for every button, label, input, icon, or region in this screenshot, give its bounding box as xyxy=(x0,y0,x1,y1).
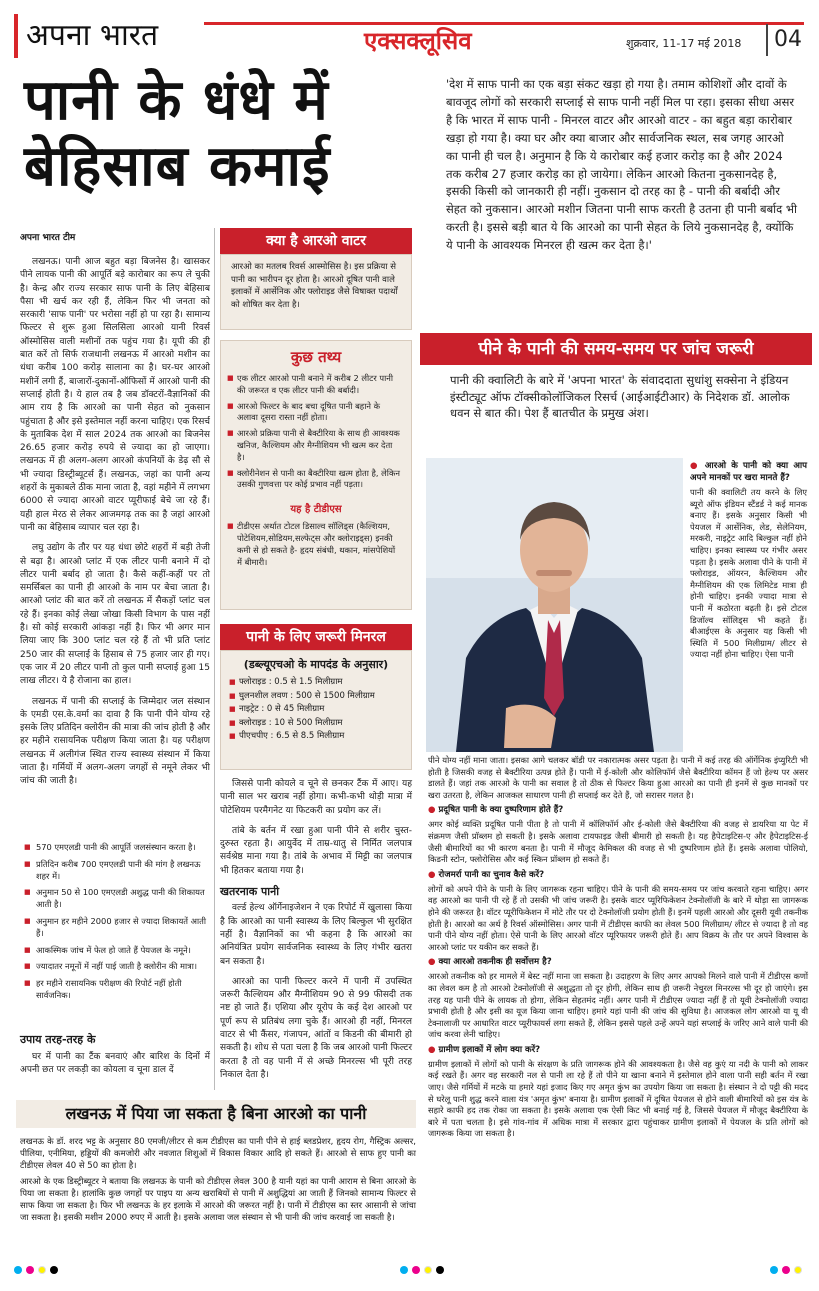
mineral-item: ■ फ्लोराइड : 0.5 से 1.5 मिलीग्राम xyxy=(239,676,401,690)
registration-dot xyxy=(50,1266,58,1274)
interview-question-3 xyxy=(428,869,808,881)
stat-item: ■ आकस्मिक जांच में फेल हो जाते हैं पेयजल के नमूने। xyxy=(36,945,208,957)
remedy-section xyxy=(20,1028,210,1085)
pull-quote: 'देश में साफ पानी का एक बड़ा संकट खड़ा हो गया है। तमाम कोशिशों और दावों के बावजूद लोगों को सरकारी सप्लाई से साफ पानी नहीं मिल पा रहा। इसका सीधा असर है कि भारत में साफ पानी - मिनरल वाटर और आरओ वाटर - का बहुत बड़ा कारोबार खड़ा हो गया है। क्या घर और क्या बाजार और सार्वजनिक स्थल, सब जगह आरओ का पानी ही चल है। अनुमान है कि ये कारोबार कई हजार करोड़ का है और 2024 तक करीब 27 हजार करोड़ का हो जायेगा। लेकिन आरओ कितना नुकसानदेह है, इसकी किसी को जानकारी ही नहीं। नुकसान दो तरह का है - पानी की बर्बादी और सेहत को नुकसान। आरओ मशीन जितना पानी साफ करती है उतना ही पानी बर्बाद भी करती है। इससे बड़ी बात ये कि आरओ का पानी सेहत के लिये नुकसानदेह है, क्योंकि ये पानी के आवश्यक मिनरल ही खत्म कर देता है।' xyxy=(446,77,797,253)
interview-intro: पानी की क्वालिटी के बारे में 'अपना भारत' के संवाददाता सुधांशु सक्सेना ने इंडियन इंस्टीट्यूट ऑफ टॉक्सीकोलॉजिकल रिसर्च (आईआईटीआर) के निदेशक डॉ. आलोक धवन से बात की। पेश हैं बातचीत के प्रमुख अंश। xyxy=(450,373,790,420)
interview-answer-3: लोगों को अपने पीने के पानी के लिए जागरूक रहना चाहिए। पीने के पानी की समय-समय पर जांच करवाते रहना चाहिए। अगर वह आरओ का पानी पी रहे हैं तो उसकी भी जांच जरूरी है। इसके वाटर प्यूरिफिकेशन टेक्नोलॉजी के बारे में थोड़ा सा जागरूक होने की जरूरत है। वॉटर प्यूरीफिकेशन में मोटे तौर पर दो टेक्नोलॉजी प्रयोग होती हैं। इनमें पहली आरओ और दूसरी यूवी तकनीक होती है। आरओ का अर्थ है रिवर्स ऑस्मोसिस। अगर पानी में टीडीएस काफी का लेवल 500 मिलीग्राम/ लीटर से ज्यादा है तो वह पानी पीने योग्य नहीं होता। ऐसे पानी के लिए आरओ वॉटर प्यूरिफायर जरूरी होते हैं। आप विक्रय के तौर पर अपने विश्वास के आरओ प्लांट पर यकीन कर सकते हैं। xyxy=(428,883,808,952)
registration-dot xyxy=(424,1266,432,1274)
stat-item: ■ 570 एमएलडी पानी की आपूर्ति जलसंस्थान करता है। xyxy=(36,842,208,854)
interview-question-5 xyxy=(428,1044,808,1056)
danger-heading: खतरनाक पानी xyxy=(220,885,280,899)
remedy-text xyxy=(20,1051,210,1078)
interview-answer-5: ग्रामीण इलाकों में लोगों को पानी के संरक्षण के प्रति जागरूक होने की आवश्यकता है। जैसे वह कुएं या नदी के पानी को लाकर कई रखते हैं। अगर वह सरकारी नल से पानी ला रहे हैं तो पीने या खाना बनाने में इस्तेमाल होने वाला पानी सही बर्तन में रखा जाए। जैसे गर्मियों में मटके या हमारे यहां इजाद किए गए अमृत कुंभ का उपयोग किया जा सकता है। संस्थान ने दो पट्टी की मदद से घरेलू पानी शुद्ध करने वाला यंत्र 'अमृत कुंभ' बनाया है। ग्रामीण इलाकों में दूषित पेयजल से होने वाली बीमारियों को इस यंत्र के सहारे काफी हद तक रोका जा सकता है। इसके अलावा एक ऐसी किट भी बनाई गई है, जिससे पेयजल में मौजूद बैक्टीरिया के बारे में पता चलता है। इसे गांव-गांव में अधिक मात्रा में सरकार द्वारा पहुंचाकर ग्रामीण इलाकों में पेयजल के प्रति लोगों को जागरूक किया जा सकता है। xyxy=(428,1058,808,1139)
remedy-paragraph: घर में पानी का टैंक बनवाएं और बारिश के दिनों में अपनी छत पर लकड़ी का कोयला व चूना डाल दें xyxy=(20,1052,210,1076)
what-is-ro-box xyxy=(220,254,412,330)
stat-item: ■ अनुमान हर महीने 2000 हजार से ज्यादा शिकायतें आती हैं। xyxy=(36,916,208,940)
minerals-box xyxy=(220,650,412,770)
middle-paragraph-2: तांबे के बर्तन में रखा हुआ पानी पीने से शरीर चुस्त-दुरुस्त रहता है। आयुर्वेद में ताम्र-धातु से निर्मित जलपात्र सर्वश्रेष्ठ माना गया है। तांबे के अभाव में मिट्टी का जलपात्र भी हितकर बताया गया है। xyxy=(220,825,412,876)
registration-dot xyxy=(770,1266,778,1274)
main-article xyxy=(20,256,210,796)
interview-answer-2: अगर कोई व्यक्ति प्रदूषित पानी पीता है तो पानी में कॉलिफॉर्म और ई-कोली जैसे बैक्टीरिया की वजह से डायरिया या पेट में संक्रमण जैसी प्रॉब्लम हो सकती है। इसके अलावा टायफाइड जैसी बीमारी हो सकती है। यह हैपेटाइटिस-ए और हैपेटाइटिस-ई जैसी बीमारियों का भी कारण बनता है। पानी में मौजूद केमिकल की वजह से भी दुष्परिणाम होते हैं। इसके अलावा पोलियो, किडनी स्टोन, फ्लोरोसिस और कई स्किन प्रॉब्लम हो सकते हैं। xyxy=(428,819,808,865)
interview-question-5-text: ग्रामीण इलाकों में लोग क्या करें? xyxy=(438,1044,541,1055)
stats-section xyxy=(22,842,208,1007)
danger-paragraph-1: वर्ल्ड हेल्थ ऑर्गेनाइजेशन ने एक रिपोर्ट में खुलासा किया है कि आरओ का पानी स्वास्थ्य के लिए बिल्कुल भी सुरक्षित नहीं है। वैज्ञानिकों का भी कहना है कि आरओ का अनियंत्रित प्रयोग सार्वजनिक स्वास्थ्य के लिए गंभीर खतरा बन सकता है। xyxy=(220,903,412,967)
mineral-item: ■ क्लोराइड : 10 से 500 मिलीग्राम xyxy=(239,717,401,731)
what-is-ro-text: आरओ का मतलब रिवर्स आस्मोसिस है। इस प्रक्रिया से पानी का भारीपन दूर होता है। आरओ दूषित पानी वाले इलाकों में आर्सेनिक और फ्लोराइड जैसे विषाक्त पदार्थों को शोषित कर देता है। xyxy=(231,262,398,310)
bottom-article-title: लखनऊ में पिया जा सकता है बिना आरओ का पानी xyxy=(16,1100,416,1128)
print-registration-bar xyxy=(0,1262,819,1278)
fact-item: ■ आरओ प्रक्रिया पानी से बैक्टीरिया के साथ ही आवश्यक खनिज, कैल्शियम और मैग्नीशियम भी खत्म कर देता है। xyxy=(237,428,401,463)
tds-text: ■ टीडीएस अर्थात टोटल डिसाल्व सॉलिड्स (कैल्शियम, पोटेशियम,सोडियम,सल्फेट्स और क्लोराइड्स) इनकी कमी से हो सकते है- हृदय संबंधी, थकान, मांसपेशियों में बीमारी। xyxy=(237,521,401,568)
registration-dot xyxy=(794,1266,802,1274)
registration-dot xyxy=(436,1266,444,1274)
byline: अपना भारत टीम xyxy=(20,233,76,243)
stats-list xyxy=(22,842,208,1002)
interview-question-3-text: रोजमर्रा पानी का चुनाव कैसे करें? xyxy=(438,869,545,880)
interview-question-4-text: क्या आरओ तकनीक ही सर्वोत्तम है? xyxy=(438,957,552,968)
facts-title: कुछ तथ्य xyxy=(290,348,342,366)
stat-item: ■ अनुमान 50 से 100 एमएलडी अशुद्ध पानी की शिकायत आती है। xyxy=(36,887,208,911)
question-bullet-icon: ● xyxy=(428,1044,439,1055)
remedy-heading: उपाय तरह-तरह के xyxy=(20,1033,96,1046)
interview-title: पीने के पानी की समय-समय पर जांच जरूरी xyxy=(420,333,812,365)
bottom-paragraph-1: लखनऊ के डॉ. शरद भट्ट के अनुसार 80 एमजी/लीटर से कम टीडीएस का पानी पीने से हाई ब्लडप्रेशर, हृदय रोग, गैस्ट्रिक अल्सर, पीलिया, एनीमिया, हड्डियों की कमजोरी और नवजात शिशुओं में विकास विकार आदि हो सकते हैं। आरओ से साफ हुए पानी का टीडीएस लेवल 40 से 50 का होता है। xyxy=(20,1137,416,1172)
column-divider xyxy=(214,228,215,1090)
interviewee-photo xyxy=(426,458,683,752)
facts-box xyxy=(220,340,412,610)
brand-logo: अपना भारत xyxy=(14,14,166,58)
tds-list xyxy=(221,515,411,574)
mineral-item: ■ नाइट्रेट : 0 से 45 मिलीग्राम xyxy=(239,703,401,717)
bottom-article xyxy=(20,1136,416,1224)
interview-answer-4: आरओ तकनीक को हर मामले में बेस्ट नहीं माना जा सकता है। उदाहरण के लिए अगर आपको मिलने वाले पानी में टीडीएस कणों का लेवल कम है तो आरओ टेक्नोलॉजी से अशुद्धता तो दूर होगी, लेकिन साथ ही जरूरी नेचुरल मिनरल्स भी दूर हो जाएंगे। इस तरह यह पानी पीने के लायक तो होगा, लेकिन सेहतमंद नहीं। अगर पानी में टीडीएस ज्यादा नहीं हैं तो यूवी टेक्नोलॉजी ज्यादा प्रभावी होती है और इसी का यूज किया जाना चाहिए। हमारे यहां पानी की जांच की सुविधा है। आजकल लोग आरओ या यू वी टेक्नालाजी पर आधारित वाटर प्यूरीफायर्स लगा सकते हैं, लेकिन इससे पहले उन्हें अपने यहां सप्लाई के जरिए आने वाले पानी की जांच करवा लेनी चाहिए। xyxy=(428,971,808,1040)
tds-title: यह है टीडीएस xyxy=(290,504,342,516)
registration-dot xyxy=(782,1266,790,1274)
middle-article xyxy=(220,778,412,1089)
question-bullet-icon: ● xyxy=(428,869,439,880)
registration-dot xyxy=(412,1266,420,1274)
page-number: 04 xyxy=(766,24,802,56)
minerals-list xyxy=(221,672,411,748)
mineral-item: ■ पीएचपीए : 6.5 से 8.5 मिलीग्राम xyxy=(239,730,401,744)
portrait-illustration xyxy=(426,458,683,752)
masthead-rule xyxy=(204,22,804,25)
mineral-item: ■ घुलनशील लवण : 500 से 1500 मिलीग्राम xyxy=(239,690,401,704)
what-is-ro-title: क्या है आरओ वाटर xyxy=(220,228,412,254)
danger-paragraph-2: आरओ का पानी फिल्टर करने में पानी में उपस्थित जरूरी कैल्शियम और मैग्नीशियम 90 से 99 फीसदी तक नष्ट हो जाते हैं। एशिया और यूरोप के कई देश आरओ पर पूर्ण रूप से प्रतिबंध लगा चुके हैं। आरओ ही नहीं, मिनरल वाटर से भी कैंसर, गंजापन, आंतों व किडनी की बीमारी हो सकती है। शोध से पता चला है कि जब आरओ पानी फिल्टर करता है तो वह पानी में से अच्छे मिनरल्स भी पूरी तरह निकाल देता है। xyxy=(220,976,412,1080)
interview-question-2 xyxy=(428,804,808,816)
interview-question-2-text: प्रदूषित पानी के क्या दुष्परिणाम होते हैं? xyxy=(438,805,564,816)
interview-question-4 xyxy=(428,956,808,968)
minerals-subtitle: (डब्ल्यूएचओ के मापदंड के अनुसार) xyxy=(243,658,389,671)
minerals-title: पानी के लिए जरूरी मिनरल xyxy=(220,624,412,650)
question-bullet-icon: ● xyxy=(428,957,439,968)
middle-paragraph-1: जिससे पानी कोयले व चूने से छनकर टैंक में आए। यह पानी साल भर खराब नहीं होगा। कभी-कभी थोड़ी मात्रा में पोटेशियम परमैगनेट या फिटकरी का प्रयोग कर लें। xyxy=(220,779,412,816)
facts-list xyxy=(221,367,411,497)
interview-side-column xyxy=(690,460,807,661)
interview-question-1-text: आरओ के पानी को क्या आप अपने मानकों पर खरा मानते हैं? xyxy=(690,461,807,483)
main-article-paragraph-1: लखनऊ। पानी आज बहुत बड़ा बिजनेस है। खासकर पीने लायक पानी की आपूर्ति बड़े कारोबार का रूप ले चुकी है। केन्द्र और राज्य सरकार साफ पानी के लिए बेहिसाब पैसा भी खर्च कर रही हैं, लेकिन फिर भी जनता को सरकारी 'साफ पानी' पर भरोसा नहीं हो पा रहा है। सामान्य फिल्टर से शुरू हुआ सिलसिला आरओ यानी रिवर्स ऑस्मोसिस वाली मशीनों तक पहुंच गया है। यूपी की ही बात करें तो सिर्फ राजधानी लखनऊ में आरओ मशीन का धंधा करीब 100 करोड़ सालाना का है। घर-घर आरओ मशीनें लगी हैं, बाजारों-दुकानों-ऑफिसों में आरओ पानी की सप्लाई होती है। ये हाल तब है जब डॉक्टरों-वैज्ञानिकों की आम राय है कि आरओ का पानी सेहत को नुकसान पहुंचाता है और इसे इस्तेमाल नहीं करना चाहिए। एक रिसर्च के मुताबिक देश में साल 2024 तक आरओ का बिजनेस 26.65 हजार करोड़ रुपये से ज्यादा का हो जाएगा। लखनऊ में ही अलग-अलग आरओ कंपनियों के डेढ़ सौ से भी ज्यादा डिस्ट्रीब्यूटर्स हैं। लखनऊ, जहां का पानी अन्य शहरों के मुकाबले ठीक माना जाता है, वहां महीने में लगभग 6000 से ज्यादा आरओ वाटर प्यूरीफाई बेचे जा रहे हैं। यही हाल मेरठ से लेकर आजमगढ़ तक का है जहां आरओ पानी का बेहिसाब व्यापार चल रहा है। xyxy=(20,257,210,533)
question-bullet-icon: ● xyxy=(428,805,439,816)
interview-main-column xyxy=(428,755,808,1143)
interview-answer-1: पानी की क्वालिटी तय करने के लिए ब्यूरो ऑफ इंडियन स्टैंडर्ड ने कई मानक बनाए हैं। इसके अनुसार किसी भी पेयजल में आर्सेनिक, लेड, सेलेनियम, मरकरी, नाइट्रेट आदि बिल्कुल नहीं होने चाहिए। इनका स्वास्थ्य पर गंभीर असर पड़ता है। इसके अलावा पीने के पानी में फ्लोराइड, ऑयरन, कैल्शियम और मैग्नीशियम की एक लिमिटेड मात्रा ही होनी चाहिए। इनकी ज्यादा मात्रा से पानी में कठोरता बढ़ती है। इसे टोटल डिजॉल्व सॉलिड्स भी कहते हैं। बीआईएस के अनुसार यह किसी भी स्थिति में 500 मिलीग्राम/ लीटर से ज्यादा नहीं होना चाहिए। ऐसा पानी xyxy=(690,487,807,660)
registration-dot xyxy=(400,1266,408,1274)
interview-answer-continued: पीने योग्य नहीं माना जाता। इसका आगे चलकर बॉडी पर नकारात्मक असर पड़ता है। पानी में कई तरह की ऑर्गेनिक इंप्युरिटी भी होती है जिसकी वजह से बैक्टीरिया उत्पन्न होते हैं। पानी में ई-कोली और कोलिफॉर्म जैसे बैक्टीरिया कॉमन हैं जो हेल्थ पर असर डालते हैं। जहां तक आरओ के पानी का सवाल है तो ठीक से फिल्टर किया हुआ आरओ का पानी ही इनमें से कुछ मानकों पर खरा उतरता है, लेकिन आजकल साधारण पानी ही सप्लाई कर देते हैं, जो सरासर गलत है। xyxy=(428,755,808,800)
main-article-paragraph-2: लघु उद्योग के तौर पर यह धंधा छोटे शहरों में बड़ी तेजी से बढ़ा है। आरओ प्लांट में एक लीटर पानी बनाने में दो लीटर पानी बर्बाद हो जाता है। कैसे कहीं-कहीं पर तो समर्सिबल का पानी ही आरओ के नाम पर बेचा जाता है। आरओ प्लांट की बात करें तो लखनऊ में सैकड़ों प्लांट चल रहे हैं। इनका कोई लेखा जोखा किसी विभाग के पास नहीं है। सो कोई सरकारी आंकड़ा नहीं है। फिर भी अगर मान लिया जाए कि 300 प्लांट चल रहे हैं तो भी प्रति प्लांट 250 जार की सप्लाई के हिसाब से 75 हजार जार ही गए। एक जार में 20 लीटर पानी तो कुल पानी सप्लाई हुआ 15 लाख लीटर। ये है रोजाना का हाल। xyxy=(20,543,210,687)
stat-item: ■ ज्यादातर नमूनों में नहीं पाई जाती है क्लोरीन की मात्रा। xyxy=(36,961,208,973)
fact-item: ■ आरओ फिल्टर के बाद बचा दूषित पानी बहाने के अलावा दूसरा रास्ता नहीं होता। xyxy=(237,401,401,425)
fact-item: ■ क्लोरीनेशन से पानी का बैक्टीरिया खत्म होता है, लेकिन उसकी गुणवत्ता पर कोई प्रभाव नहीं पड़ता। xyxy=(237,468,401,492)
section-label: एक्सक्लूसिव xyxy=(364,27,472,55)
main-article-paragraph-3: लखनऊ में पानी की सप्लाई के जिम्मेदार जल संस्थान के एमडी एस.के.वर्मा का दावा है कि पानी पीने योग्य रहे इसके लिए प्रतिदिन क्लोरीन की मात्रा की जांच होती है और हर महीने रासायनिक परीक्षण किया जाता है। यह परीक्षण लखनऊ में अलीगंज स्थित राज्य स्वास्थ्य संस्थान में किया जाता है। गर्मियों में अलग-अलग जगहों से नमूने लेकर भी जांच की जाती है। xyxy=(20,696,210,787)
interview-question-1 xyxy=(690,460,807,484)
main-headline: पानी के धंधे में बेहिसाब कमाई xyxy=(24,68,331,199)
registration-dot xyxy=(26,1266,34,1274)
registration-dot xyxy=(38,1266,46,1274)
bottom-paragraph-2: आरओ के एक डिस्ट्रीब्यूटर ने बताया कि लखनऊ के पानी को टीडीएस लेवल 300 है यानी यहां का पानी आराम से बिना आरओ के पिया जा सकता है। हालांकि कुछ जगहों पर पाइप या अन्य खराबियों से पानी में अशुद्धियां आ जाती हैं जिनको सामान्य फिल्टर से साफ किया जा सकता है। फिर भी लखनऊ के हर इलाके में आरओ की जरूरत नहीं है। पानी में टीडीएस का स्तर आसानी से जांचा जा सकता है। इसकी मशीन 2000 रुपए में आती है। इसके अलावा जल संस्थान से भी पानी की जांच करवाई जा सकती है। xyxy=(20,1176,416,1224)
dateline: शुक्रवार, 11-17 मई 2018 xyxy=(626,37,742,50)
registration-dot xyxy=(14,1266,22,1274)
question-bullet-icon: ● xyxy=(690,461,705,471)
fact-item: ■ एक लीटर आरओ पानी बनाने में करीब 2 लीटर पानी की जरूरत व एक लीटर पानी की बर्बादी। xyxy=(237,373,401,397)
stat-item: ■ हर महीने रासायनिक परीक्षण की रिपोर्ट नहीं होती सार्वजनिक। xyxy=(36,978,208,1002)
stat-item: ■ प्रतिदिन करीब 700 एमएलडी पानी की मांग है लखनऊ शहर में। xyxy=(36,859,208,883)
masthead xyxy=(14,10,806,60)
